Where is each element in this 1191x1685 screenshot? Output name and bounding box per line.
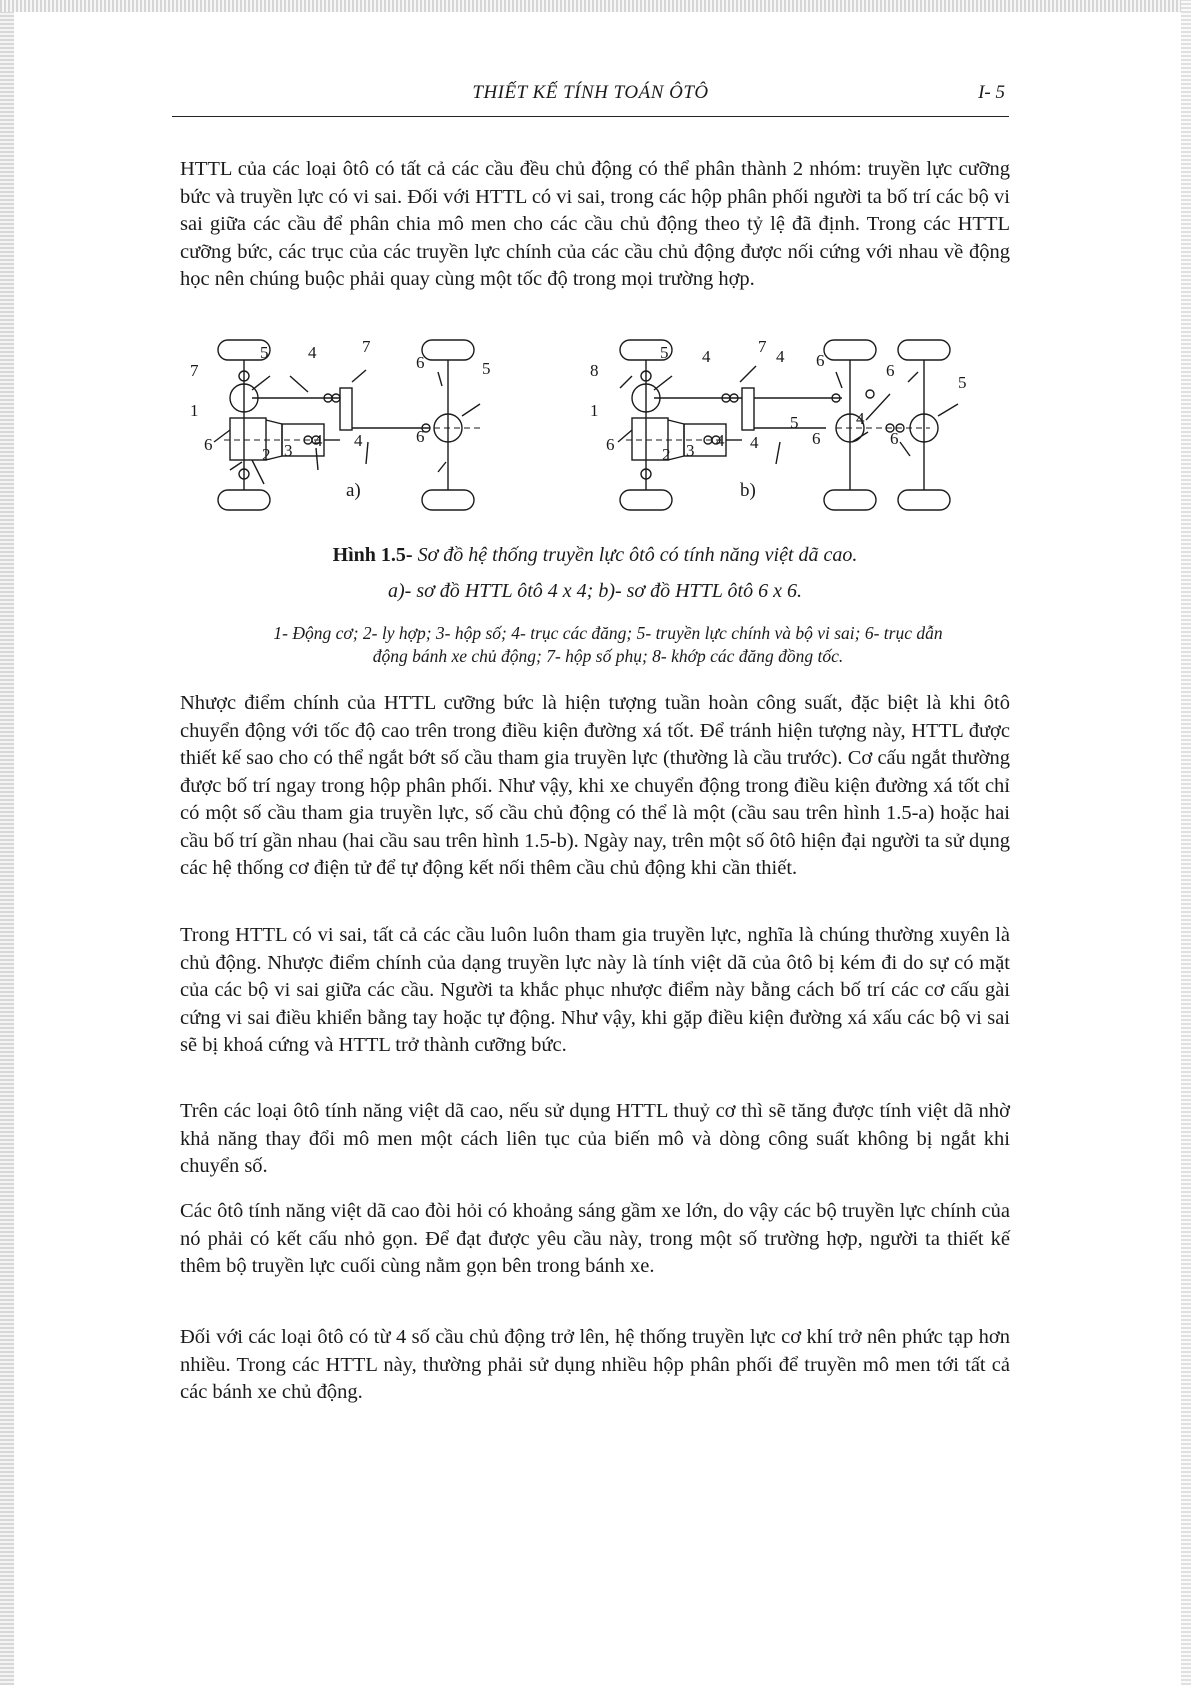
label-b-8: 8 — [590, 361, 599, 380]
paragraph-1: HTTL của các loại ôtô có tất cả các cầu đều chủ động có thể phân thành 2 nhóm: truyền lực cưỡng bức và truyền lực có vi sai. Đối với HTTL có vi sai, trong các hộp phân phối người ta bố trí các bộ vi sai giữa các cầu để phân chia mô men cho các cầu chủ động theo tỷ lệ đã định. Trong các HTTL cưỡng bức, các trục của các truyền lực chính của các cầu chủ động được nối cứng với nhau về động học nên chúng buộc phải quay cùng một tốc độ trong mọi trường hợp. — [180, 158, 1010, 290]
label-a-6-rear: 6 — [416, 427, 425, 446]
paragraph-5: Các ôtô tính năng việt dã cao đòi hỏi có khoảng sáng gầm xe lớn, do vậy các bộ truyền lực chính của nó phải có kết cấu nhỏ gọn. Để đạt được yêu cầu này, trong một số trường hợp, người ta thiết kế thêm bộ truyền lực cuối cùng nằm gọn bên trong bánh xe. — [180, 1200, 1010, 1277]
label-b-5: 5 — [660, 343, 669, 362]
subfigure-b-label: b) — [740, 480, 756, 501]
figure-legend — [188, 622, 1028, 668]
engine-a — [230, 418, 266, 460]
figure-caption-label: Hình 1.5- — [332, 544, 413, 566]
label-a-2: 2 — [262, 445, 271, 464]
page-header — [172, 78, 1009, 117]
label-b-1: 1 — [590, 401, 599, 420]
wheel-a-front-bottom — [218, 490, 270, 510]
paragraph-2: Nhược điểm chính của HTTL cưỡng bức là hiện tượng tuần hoàn công suất, đặc biệt là khi ôtô chuyển động với tốc độ cao trên trong điều kiện đường xá tốt. Để tránh hiện tượng này, HTTL được thiết kế sao cho có thể ngắt bớt số cầu tham gia truyền lực (thường là cầu trước). Cơ cấu ngắt thường được bố trí ngay trong hộp phân phối. Như vậy, khi xe chuyển động trong điều kiện đường xá tốt chỉ có một số cầu tham gia truyền lực, số cầu chủ động có thể là một (cầu sau trên hình 1.5-a) hoặc hai cầu bố trí gần nhau (hai cầu sau trên hình 1.5-b). Ngày nay, trên một số ôtô hiện đại người ta sử dụng các hệ thống cơ điện tử để tự động kết nối thêm cầu chủ động khi cần thiết. — [180, 692, 1010, 879]
label-b-6-rear-bottom: 6 — [890, 429, 899, 448]
label-a-4-top: 4 — [308, 343, 317, 362]
figure-caption — [180, 544, 1010, 567]
wheel-a-rear-top — [422, 340, 474, 360]
wheel-a-rear-bottom — [422, 490, 474, 510]
label-b-4-top: 4 — [702, 347, 711, 366]
label-b-4-mid: 4 — [716, 431, 725, 450]
wheel-b-mid-top — [824, 340, 876, 360]
label-b-6-mid-bottom: 6 — [812, 429, 821, 448]
label-b-7: 7 — [758, 337, 767, 356]
label-b-5-right: 5 — [958, 373, 967, 392]
subfigure-a-label: a) — [346, 480, 361, 501]
transfer-case-a — [340, 388, 352, 430]
wheel-b-front-bottom — [620, 490, 672, 510]
label-a-4-mid: 4 — [314, 431, 323, 450]
label-b-5-mid: 5 — [790, 413, 799, 432]
label-a-3: 3 — [284, 441, 293, 460]
label-b-6-top: 6 — [816, 351, 825, 370]
label-b-4-right: 4 — [750, 433, 759, 452]
label-b-4-link: 4 — [856, 409, 865, 428]
figure-legend-line-1: 1- Động cơ; 2- ly hợp; 3- hộp số; 4- trục các đăng; 5- truyền lực chính và bộ vi sai; 6- trục dẫn — [273, 623, 943, 643]
label-a-7-left: 7 — [190, 361, 199, 380]
label-a-6-bottom: 6 — [204, 435, 213, 454]
label-a-7: 7 — [362, 337, 371, 356]
scan-edge-top — [0, 0, 1191, 12]
diagram-b — [590, 337, 967, 510]
figure-caption-sub: a)- sơ đồ HTTL ôtô 4 x 4; b)- sơ đồ HTTL ôtô 6 x 6. — [388, 580, 802, 602]
label-a-5: 5 — [260, 343, 269, 362]
paragraph-4: Trên các loại ôtô tính năng việt dã cao, nếu sử dụng HTTL thuỷ cơ thì sẽ tăng được tính việt dã nhờ khả năng thay đổi mô men một cách liên tục của biến mô và dòng công suất không bị ngắt khi chuyển số. — [180, 1100, 1010, 1177]
wheel-b-mid-bottom — [824, 490, 876, 510]
wheel-b-rear-top — [898, 340, 950, 360]
diagram-a — [190, 337, 491, 510]
paragraph-6: Đối với các loại ôtô có từ 4 số cầu chủ động trở lên, hệ thống truyền lực cơ khí trở nên phức tạp hơn nhiều. Trong các HTTL này, thường phải sử dụng nhiều hộp phân phối để truyền mô men tới tất cả các bánh xe chủ động. — [180, 1326, 1010, 1403]
figure-caption-text: Sơ đồ hệ thống truyền lực ôtô có tính năng việt dã cao. — [417, 544, 858, 566]
label-b-6-rear-top: 6 — [886, 361, 895, 380]
transfer-case-b — [742, 388, 754, 430]
figure-1-5-diagram — [190, 332, 1050, 542]
label-b-4-top-right: 4 — [776, 347, 785, 366]
scan-edge-right — [1181, 0, 1191, 1685]
label-b-3: 3 — [686, 441, 695, 460]
label-a-6-top: 6 — [416, 353, 425, 372]
page-number: I- 5 — [978, 82, 1005, 103]
wheel-b-rear-bottom — [898, 490, 950, 510]
label-b-6-bottom: 6 — [606, 435, 615, 454]
header-title: THIẾT KẾ TÍNH TOÁN ÔTÔ — [472, 82, 709, 103]
scan-edge-left — [0, 0, 14, 1685]
label-b-2: 2 — [662, 445, 671, 464]
label-a-5-right: 5 — [482, 359, 491, 378]
label-a-4-right: 4 — [354, 431, 363, 450]
label-a-1: 1 — [190, 401, 199, 420]
paragraph-3: Trong HTTL có vi sai, tất cả các cầu luôn luôn tham gia truyền lực, nghĩa là chúng thường xuyên là chủ động. Nhược điểm chính của dạng truyền lực này là tính việt dã của ôtô bị kém đi do sự có mặt của các bộ vi sai giữa các cầu. Người ta khắc phục nhược điểm này bằng cách bố trí các cơ cấu gài cứng vi sai điều khiển bằng tay hoặc tự động. Như vậy, khi gặp điều kiện đường xá xấu các bộ vi sai sẽ bị khoá cứng và HTTL trở thành cưỡng bức. — [180, 924, 1010, 1056]
figure-legend-line-2: động bánh xe chủ động; 7- hộp số phụ; 8- khớp các đăng đồng tốc. — [372, 646, 844, 666]
